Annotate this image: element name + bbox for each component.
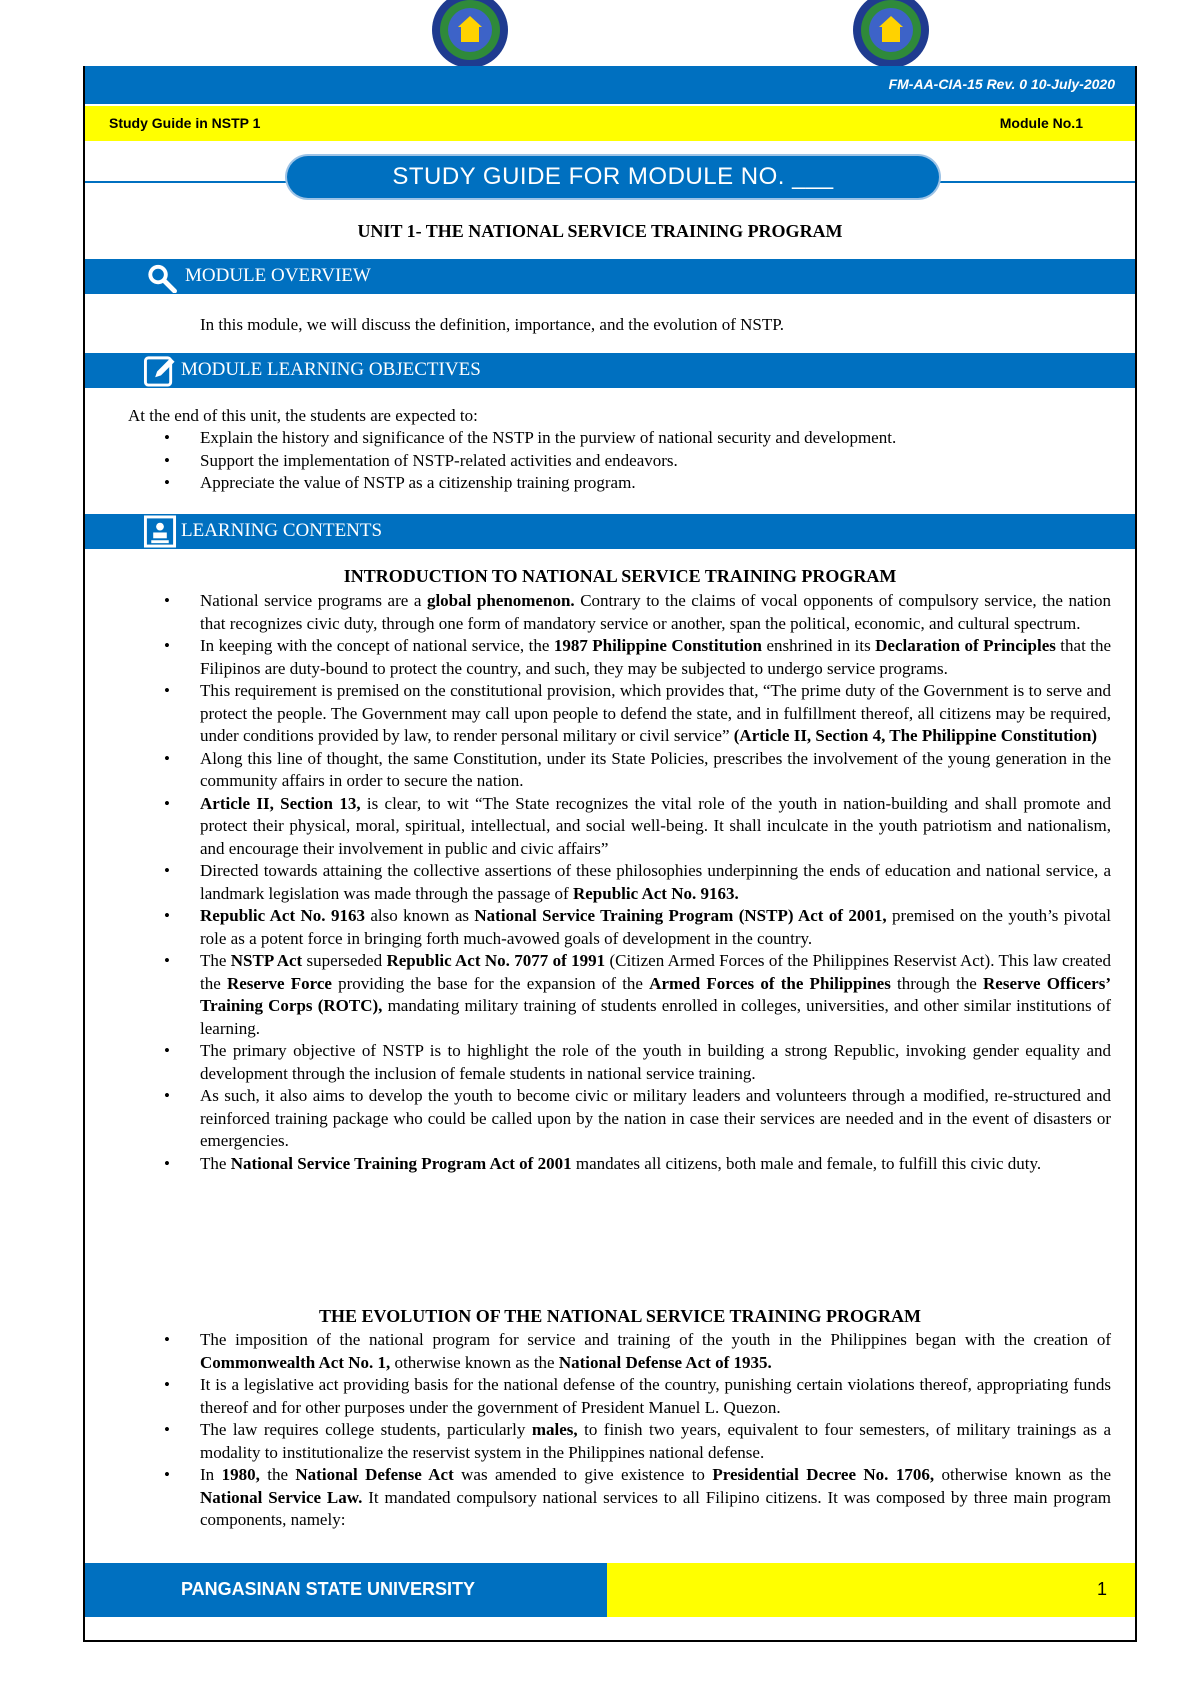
list-item (164, 680, 1111, 748)
text: superseded (302, 951, 387, 970)
pencil-icon (143, 354, 177, 387)
bold-text: Commonwealth Act No. 1, (200, 1352, 391, 1372)
university-seal-right-icon (848, 0, 934, 68)
text: to finish two years, equivalent to four semesters, of military trainings as a modality to institutionalize the reservist system in the Philippines national defense. (200, 1420, 1111, 1462)
bold-text: National Defense Act (295, 1465, 454, 1484)
university-name: PANGASINAN STATE UNIVERSITY (181, 1579, 476, 1599)
footer-page-bar (607, 1563, 1135, 1617)
bold-text: National Service Training Program (NSTP) Act of 2001, (474, 906, 887, 925)
evolution-title: THE EVOLUTION OF THE NATIONAL SERVICE TRAINING PROGRAM (319, 1306, 921, 1326)
bold-text: NSTP Act (230, 951, 303, 970)
text: The imposition of the national program for service and training of the youth in the Philippines began with the creation of (200, 1330, 1111, 1349)
section-title: MODULE LEARNING OBJECTIVES (181, 359, 481, 380)
text: enshrined in its (762, 636, 876, 655)
text: The (200, 1153, 231, 1173)
reader-icon (143, 515, 177, 548)
text: mandates all citizens, both male and female, to fulfill this civic duty. (571, 1153, 1042, 1173)
magnifier-icon (143, 260, 177, 293)
bold-text: National Defense Act of 1935. (558, 1352, 772, 1372)
bold-text: Republic Act No. 9163. (572, 883, 739, 903)
text: (Citizen Armed Forces of the Philippines Reservist Act). This law created the (200, 951, 1112, 993)
section-header-objectives (85, 353, 1135, 388)
footer-university-bar (85, 1563, 607, 1617)
bold-text: 1987 Philippine Constitution (553, 636, 763, 655)
text: This requirement is premised on the constitutional provision, which provides that, “The prime duty of the Government is to serve and protect the people. The Government may call upon people to defend the state, and in fulfillment thereof, all citizens may be required, under conditions provided by law, to render personal military or civil service” (200, 681, 1111, 745)
unit-title: UNIT 1- THE NATIONAL SERVICE TRAINING PROGRAM (357, 221, 843, 241)
section-header-overview (85, 259, 1135, 294)
text: As such, it also aims to develop the youth to become civic or military leaders and volunteers through a modified, re-structured and reinforced training package who could be called upon by the nation in case their services are needed and in the event of disasters or emergencies. (200, 1086, 1111, 1150)
text: otherwise known as the (390, 1352, 559, 1372)
text: National service programs are a (200, 591, 427, 610)
list-item (164, 748, 1111, 793)
text: otherwise known as the (934, 1465, 1111, 1484)
list-item: • Support the implementation of NSTP-related activities and endeavors. (164, 450, 1124, 473)
bold-text: National Service Training Program Act of 2001 (230, 1153, 572, 1173)
bold-text: National Service Law. (200, 1487, 363, 1507)
header-subbar (85, 106, 1135, 141)
text: also known as (364, 906, 475, 925)
text: It is a legislative act providing basis for the national defense of the country, punishing certain violations thereof, appropriating funds thereof and for other purposes under the government of President Manuel L. Quezon. (200, 1375, 1111, 1417)
bold-text: males, (531, 1420, 578, 1439)
text: Contrary to the claims of vocal opponents of compulsory service, the nation that recognizes civic duty, through one form of mandatory service or another, span the political, economic, and cultural spectrum. (200, 591, 1111, 633)
intro-title: INTRODUCTION TO NATIONAL SERVICE TRAINING PROGRAM (343, 566, 897, 586)
list-item (164, 1085, 1111, 1153)
list-item (164, 1464, 1111, 1532)
text: In keeping with the concept of national service, the (200, 636, 554, 655)
list-item (164, 950, 1111, 1040)
section-title: LEARNING CONTENTS (181, 520, 383, 541)
text: providing the base for the expansion of the (331, 973, 650, 993)
list-item (164, 1040, 1111, 1085)
text: It mandated compulsory national services to all Filipino citizens. It was composed by three main program components, namely: (200, 1487, 1111, 1529)
list-item (164, 1329, 1111, 1374)
bold-text: Reserve Force (226, 973, 332, 993)
list-item (164, 635, 1111, 680)
page-title: STUDY GUIDE FOR MODULE NO. ___ (287, 156, 939, 198)
list-item (164, 793, 1111, 861)
text: premised on the youth’s pivotal role as a potent force in bringing forth much-avowed goals of development in the country. (200, 906, 1112, 948)
bold-text: Presidential Decree No. 1706, (712, 1465, 935, 1484)
text: The law requires college students, particularly (200, 1420, 532, 1439)
list-item: • Appreciate the value of NSTP as a citizenship training program. (164, 472, 1124, 495)
list-item (164, 1419, 1111, 1464)
list-item (164, 905, 1111, 950)
text: The (200, 951, 231, 970)
bold-text: 1980, (221, 1465, 260, 1484)
objectives-intro: At the end of this unit, the students are expected to: (128, 406, 478, 425)
study-guide-label: Study Guide in NSTP 1 (109, 115, 261, 131)
bold-text: Article II, Section 13, (200, 793, 361, 813)
header-bar (85, 66, 1135, 104)
evolution-list (164, 1329, 1111, 1532)
text: is clear, to wit “The State recognizes the vital role of the youth in nation-building and shall promote and protect their physical, moral, spiritual, intellectual, and social well-being. It shall inculcate in the youth patriotism and nationalism, and encourage their involvement in public and civic affairs” (200, 793, 1111, 858)
bold-text: Declaration of Principles (875, 636, 1056, 655)
page-number: 1 (1096, 1579, 1107, 1599)
list-item (164, 1374, 1111, 1419)
bold-text: Armed Forces of the Philippines (649, 973, 891, 993)
overview-text: In this module, we will discuss the definition, importance, and the evolution of NSTP. (200, 315, 785, 334)
bold-text: Reserve Officers’ Training Corps (ROTC), (200, 973, 1111, 1015)
form-code: FM-AA-CIA-15 Rev. 0 10-July-2020 (888, 76, 1115, 92)
objectives-list (164, 427, 1124, 495)
text: In (200, 1465, 222, 1484)
text: through the (890, 973, 984, 993)
bold-text: (Article II, Section 4, The Philippine Constitution) (733, 726, 1098, 745)
text: Along this line of thought, the same Constitution, under its State Policies, prescribes the involvement of the young generation in the community affairs in order to secure the nation. (200, 748, 1111, 790)
text: that the Filipinos are duty-bound to protect the country, and such, they may be subjected to undergo service programs. (200, 636, 1112, 678)
intro-list (164, 590, 1111, 1175)
university-seal-left-icon (427, 0, 513, 68)
list-item: • Explain the history and significance of the NSTP in the purview of national security and development. (164, 427, 1124, 450)
module-label: Module No.1 (999, 115, 1083, 131)
text: The primary objective of NSTP is to highlight the role of the youth in building a strong Republic, invoking gender equality and development through the inclusion of female students in national service training. (200, 1041, 1111, 1083)
section-title: MODULE OVERVIEW (185, 265, 371, 286)
list-item (164, 860, 1111, 905)
bold-text: Republic Act No. 7077 of 1991 (386, 951, 606, 970)
text: Directed towards attaining the collective assertions of these philosophies underpinning the ends of education and national service, a landmark legislation was made through the passage of (200, 861, 1111, 903)
list-item (164, 590, 1111, 635)
section-header-contents (85, 514, 1135, 549)
bold-text: Republic Act No. 9163 (200, 906, 365, 925)
text: the (259, 1465, 296, 1484)
bold-text: global phenomenon. (426, 591, 575, 610)
list-item (164, 1153, 1111, 1176)
text: was amended to give existence to (453, 1465, 713, 1484)
text: mandating military training of students enrolled in colleges, universities, and other similar institutions of learning. (200, 996, 1112, 1038)
